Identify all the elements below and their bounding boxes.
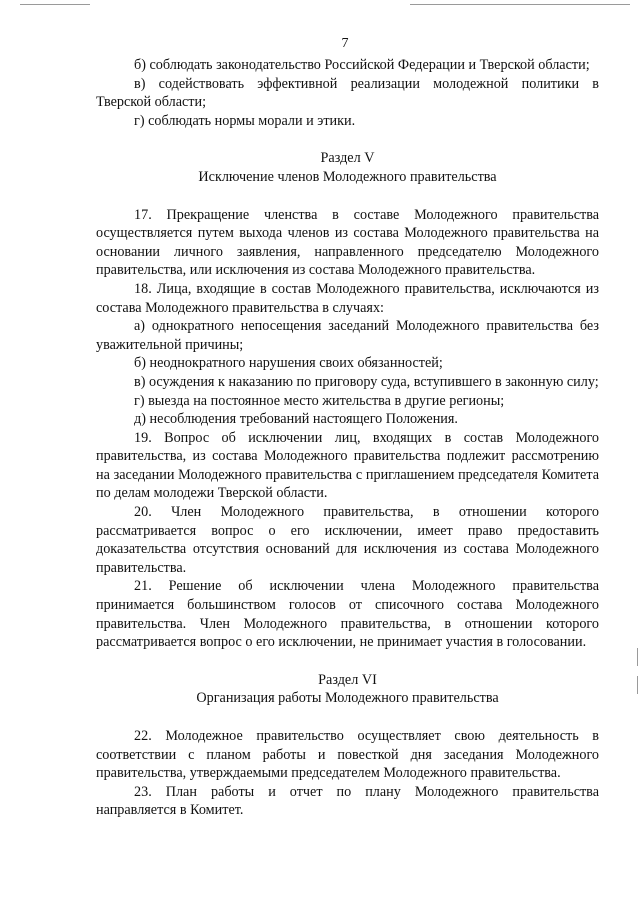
paragraph: 23. План работы и отчет по плану Молодежного правительства направляется в Комитет. (96, 783, 599, 819)
list-item: в) содействовать эффективной реализации молодежной политики в Тверской области; (96, 75, 599, 111)
list-item: б) неоднократного нарушения своих обязанностей; (134, 355, 443, 372)
scan-top-rule-right (410, 4, 630, 5)
list-item: б) соблюдать законодательство Российской Федерации и Тверской области; (134, 57, 590, 73)
list-item: а) однократного непосещения заседаний Молодежного правительства без уважительной причины; (96, 318, 599, 353)
list-item: д) несоблюдения требований настоящего Положения. (134, 411, 458, 428)
paragraph: 18. Лица, входящие в состав Молодежного правительства, исключаются из состава Молодежного правительства в случаях: (96, 280, 599, 316)
paragraph: 17. Прекращение членства в составе Молодежного правительства осуществляется путем выхода членов из состава Молодежного правительства на основании личного заявления, направленного председателю Молодежного правительства, или исключения из состава Молодежного правительства. (96, 206, 599, 279)
scan-top-rule-left (20, 4, 90, 5)
section-heading (96, 671, 599, 708)
section-subtitle: Организация работы Молодежного правительства (196, 690, 499, 707)
document-body (96, 56, 599, 820)
paragraph: 20. Член Молодежного правительства, в отношении которого рассматривается вопрос о его исключении, имеет право предоставить доказательства отсутствия оснований для исключения из состава Молодежного правительства. (96, 504, 599, 576)
paragraph: 21. Решение об исключении члена Молодежного правительства принимается большинством голосов от списочного состава Молодежного правительства. Член Молодежного правительства, в отношении которого рассматривается вопрос о его исключении, не принимает участия в голосовании. (96, 578, 599, 651)
section-heading (96, 149, 599, 186)
list-item: г) выезда на постоянное место жительства в другие регионы; (134, 392, 505, 409)
paragraph: 22. Молодежное правительство осуществляет свою деятельность в соответствии с планом работы и повесткой дня заседания Молодежного правительства, утверждаемыми председателем Молодежного правительства. (96, 728, 599, 782)
list-item: в) осуждения к наказанию по приговору суда, вступившего в законную силу; (134, 373, 599, 390)
page-number: 7 (341, 36, 349, 51)
scan-margin-mark (637, 648, 638, 666)
scan-margin-mark (637, 676, 638, 694)
list-item: г) соблюдать нормы морали и этики. (134, 112, 356, 129)
section-subtitle: Исключение членов Молодежного правительства (198, 168, 497, 185)
section-title: Раздел VI (318, 671, 377, 688)
section-title: Раздел V (320, 150, 375, 167)
paragraph: 19. Вопрос об исключении лиц, входящих в состав Молодежного правительства, из состава Молодежного правительства подлежит рассмотрению на заседании Молодежного правительства с приглашением председателя Комитета по делам молодежи Тверской области. (96, 429, 599, 502)
